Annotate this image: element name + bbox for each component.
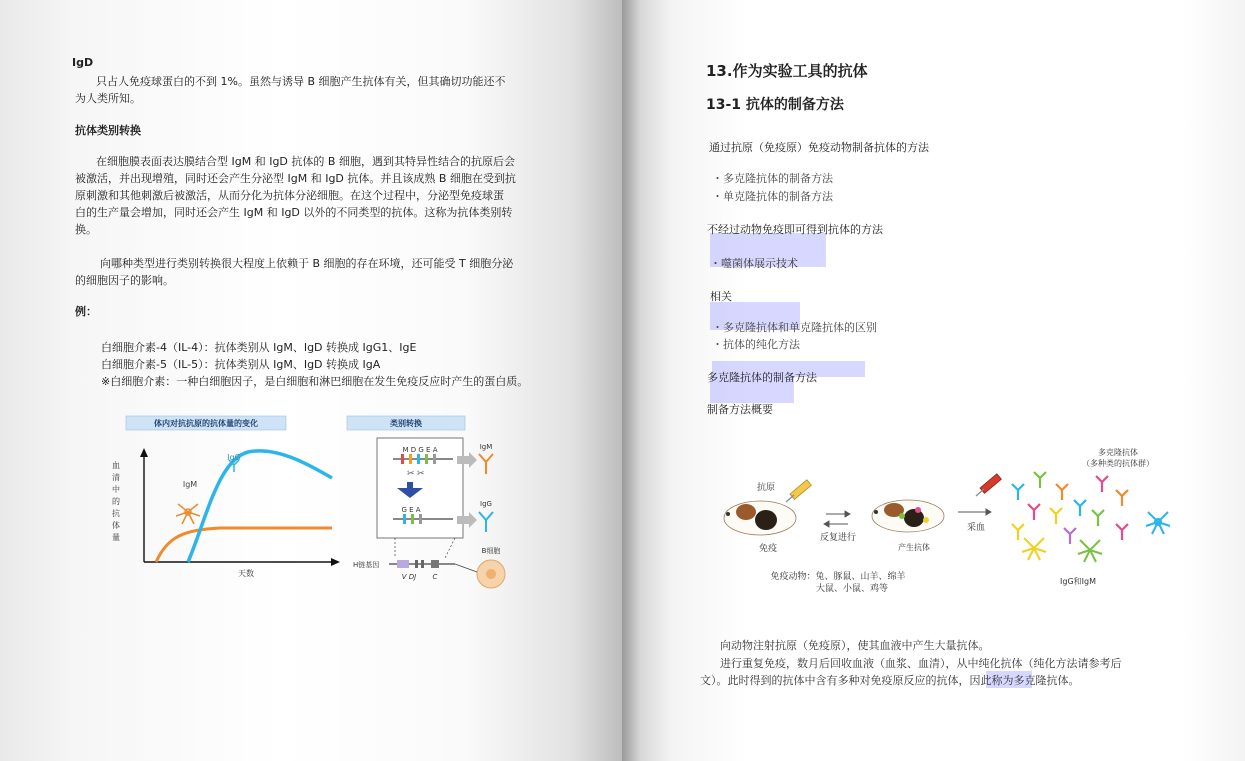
fig2-banner: 类别转换	[390, 419, 422, 428]
igm-label: IgM	[479, 443, 493, 451]
guinea-pig-left-icon	[724, 501, 796, 535]
fig1-y-char: 血	[112, 461, 120, 470]
body-line-2: 进行重复免疫，数月后回收血液（血浆、血清），从中纯化抗体（纯化方法请参考后	[720, 657, 1122, 670]
immunize-label: 免疫	[758, 544, 778, 554]
gene-m	[401, 454, 404, 464]
gene-d	[409, 454, 412, 464]
v-segment	[397, 560, 409, 568]
syringe-icon	[786, 480, 811, 502]
environment-line-2: 的细胞因子的影响。	[75, 274, 174, 287]
igm-pentamer-icon	[176, 504, 200, 524]
body-line-1: 向动物注射抗原（免疫原），使其血液中产生大量抗体。	[720, 639, 990, 652]
immunize-method-title: 通过抗原（免疫原）免疫动物制备抗体的方法	[709, 141, 929, 154]
igd-paragraph-line-1: 只占人免疫球蛋白的不到 1%。虽然与诱导 B 细胞产生抗体有关，但其确切功能还不	[96, 75, 506, 88]
igm-antibody-icon	[479, 454, 493, 474]
class-switch-line-3: 原刺激和其他刺激后被激活，从而分化为抗体分泌细胞。在这个过程中，分泌型免疫球蛋	[75, 189, 504, 202]
polyclonal-prep-figure	[718, 440, 1188, 600]
vdj-label: V DJ	[401, 573, 417, 581]
class-switch-figure	[345, 412, 520, 592]
right-page	[622, 0, 1245, 761]
fig1-y-char: 的	[112, 497, 120, 506]
j-segment	[421, 560, 424, 568]
class-switch-line-1: 在细胞膜表面表达膜结合型 IgM 和 IgD 抗体的 B 细胞，遇到其特异性结合的抗原后会	[96, 155, 515, 168]
scissors-icon: ✂	[417, 469, 425, 479]
fig1-y-label	[112, 460, 120, 542]
polyclonal-label: 多克隆抗体	[1098, 448, 1138, 457]
body-line-3: 文）。此时得到的抗体中含有多种对免疫原反应的抗体，因此称为多克隆抗体。	[700, 674, 1080, 687]
fig1-banner: 体内对抗抗原的抗体量的变化	[154, 419, 258, 428]
c-segment	[431, 560, 439, 568]
link-polyclonal-method[interactable]: ・多克隆抗体的制备方法	[712, 172, 833, 185]
gene-g-switched	[403, 514, 406, 524]
fig1-y-char: 体	[112, 521, 120, 530]
example-label: 例：	[75, 305, 97, 318]
fig1-igg-curve	[188, 451, 332, 562]
gene-e-switched	[411, 514, 414, 524]
b-cell-pointer	[455, 564, 477, 572]
repeat-label: 反复进行	[819, 533, 857, 543]
class-switch-line-5: 换。	[75, 223, 97, 236]
igd-paragraph-line-2: 为人类所知。	[75, 92, 141, 105]
gene-a-switched	[419, 514, 422, 524]
class-switch-title: 抗体类别转换	[75, 124, 141, 137]
fig1-y-char: 抗	[112, 509, 120, 518]
h-chain-label: H链基因	[353, 561, 380, 569]
interleukin-note: ※白细胞介素：一种白细胞因子，是白细胞和淋巴细胞在发生免疫反应时产生的蛋白质。	[101, 375, 529, 388]
gene-g	[417, 454, 420, 464]
fig1-y-arrow	[140, 448, 148, 457]
igg-label: IgG	[480, 500, 492, 508]
repeat-arrows-icon	[824, 511, 850, 527]
igm-pentamer-green-icon	[1078, 540, 1102, 562]
igm-pentamer-yellow-icon	[1022, 538, 1046, 560]
immune-animals-label-2: 大鼠、小鼠、鸡等	[815, 584, 889, 594]
class-switch-line-4: 白的生产量会增加，同时还会产生 IgM 和 IgD 以外的不同类型的抗体。这称为抗体类别转	[75, 206, 513, 219]
environment-line-1: 向哪种类型进行类别转换很大程度上依赖于 B 细胞的存在环境，还可能受 T 细胞分泌	[100, 257, 514, 270]
produce-antibody-label: 产生抗体	[898, 543, 930, 552]
zoom-line-right	[445, 538, 455, 558]
example-il5: 白细胞介素-5（IL-5）：抗体类别从 IgM、IgD 转换成 IgA	[101, 358, 381, 371]
antibody-amount-figure	[100, 412, 350, 587]
b-cell-label: B细胞	[481, 547, 501, 555]
link-phage-display[interactable]: ・噬菌体展示技术	[710, 257, 798, 270]
antibody-cluster-icon	[1012, 472, 1128, 544]
antigen-label: 抗原	[756, 483, 776, 493]
fig1-y-char: 中	[112, 485, 120, 494]
fig1-igm-label: IgM	[182, 480, 198, 489]
gene-a	[433, 454, 436, 464]
igm-pentamer-cyan-icon	[1146, 512, 1170, 534]
polyclonal-method-title: 多克隆抗体的制备方法	[707, 371, 817, 384]
genes-top-label: M D G E A	[402, 446, 438, 454]
fig1-y-char: 清	[112, 473, 120, 482]
igd-title: IgD	[72, 56, 94, 69]
overview-title: 制备方法概要	[707, 403, 773, 416]
blood-arrow-icon	[958, 509, 991, 515]
blood-collection-label: 采血	[966, 523, 986, 533]
igg-antibody-icon	[479, 512, 493, 532]
d-segment	[415, 560, 418, 568]
link-monoclonal-method[interactable]: ・单克隆抗体的制备方法	[712, 190, 833, 203]
example-il4: 白细胞介素-4（IL-4）：抗体类别从 IgM、IgD 转换成 IgG1、IgE	[101, 341, 417, 354]
fig1-igg-label: IgG	[227, 453, 241, 462]
b-cell-nucleus	[486, 569, 496, 579]
blood-collection-syringe-icon	[976, 474, 1001, 496]
igg-igm-label: IgG和IgM	[1060, 577, 1096, 586]
fig1-x-label: 天数	[238, 569, 254, 578]
fig1-x-arrow	[331, 558, 340, 566]
related-title: 相关	[710, 290, 732, 303]
genes-bottom-label: G E A	[401, 506, 421, 514]
fig1-y-char: 量	[112, 533, 120, 542]
gene-e	[425, 454, 428, 464]
section-title: 13-1 抗体的制备方法	[706, 97, 844, 113]
scissors-icon: ✂	[407, 469, 415, 479]
link-poly-mono-difference[interactable]: ・多克隆抗体和单克隆抗体的区别	[712, 321, 877, 334]
non-immune-method-title: 不经过动物免疫即可得到抗体的方法	[707, 223, 883, 236]
chapter-title: 13.作为实验工具的抗体	[706, 62, 868, 80]
fig1-igm-curve	[156, 528, 332, 562]
class-switch-line-2: 被激活，并出现增殖，同时还会产生分泌型 IgM 和 IgD 抗体。并且该成熟 B 细胞在受到抗	[75, 172, 516, 185]
guinea-pig-right-icon	[872, 500, 944, 532]
c-label: C	[432, 573, 438, 581]
immune-animals-label: 免疫动物：兔、豚鼠、山羊、绵羊	[770, 572, 906, 582]
polyclonal-sublabel: （多种类的抗体群）	[1082, 459, 1154, 468]
left-page	[0, 0, 622, 761]
link-antibody-purification[interactable]: ・抗体的纯化方法	[712, 338, 800, 351]
